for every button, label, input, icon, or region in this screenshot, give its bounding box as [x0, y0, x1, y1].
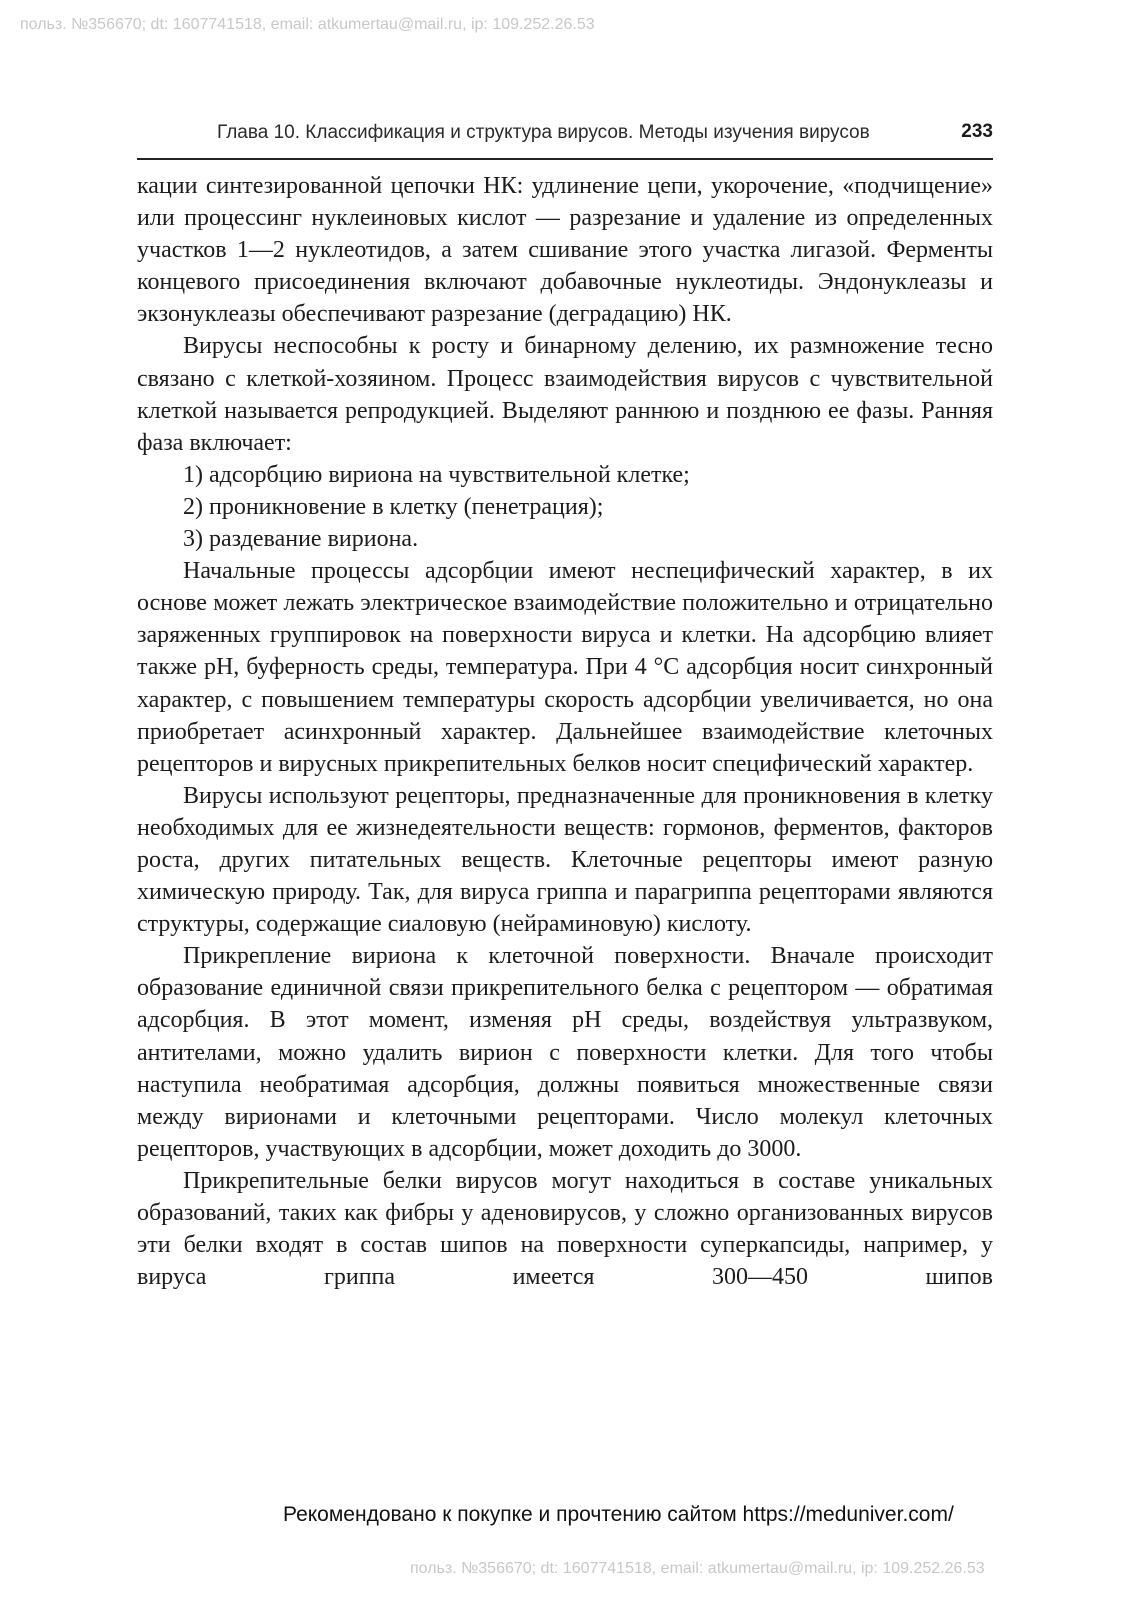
page-number: 233 — [961, 121, 993, 142]
paragraph: кации синтезированной цепочки НК: удлинение цепи, укорочение, «подчищение» или процессинг нуклеиновых кислот — разрезание и удаление из определенных участков 1—2 нуклеотидов, а затем сшивание этого участка лигазой. Ферменты концевого присоединения включают добавочные нуклеотиды. Эндонуклеазы и экзонуклеазы обеспечивают разрезание (деградацию) НК. — [137, 173, 993, 328]
paragraph: Прикрепление вириона к клеточной поверхности. Вначале происходит образование единичной связи прикрепительного белка с рецептором — обратимая адсорбция. В этот момент, изменяя рН среды, воздействуя ультразвуком, антителами, можно удалить вирион с поверхности клетки. Для того чтобы наступила необратимая адсорбция, должны появиться множественные связи между вирионами и клеточными рецепторами. Число молекул клеточных рецепторов, участвующих в адсорбции, может доходить до 3000. — [137, 943, 993, 1162]
footer-recommendation: Рекомендовано к покупке и прочтению сайтом https://meduniver.com/ — [283, 1503, 954, 1526]
list-item: 3) раздевание вириона. — [183, 526, 419, 553]
paragraph: Вирусы неспособны к росту и бинарному делению, их размножение тесно связано с клеткой-хозяином. Процесс взаимодействия вирусов с чувствительной клеткой называется репродукцией. Выделяют раннюю и позднюю ее фазы. Ранняя фаза включает: — [137, 333, 993, 456]
body-text — [137, 170, 993, 1293]
list-item: 2) проникновение в клетку (пенетрация); — [183, 493, 604, 520]
watermark-top: польз. №356670; dt: 1607741518, email: atkumertau@mail.ru, ip: 109.252.26.53 — [20, 16, 595, 33]
paragraph: Вирусы используют рецепторы, предназначенные для проникновения в клетку необходимых для ее жизнедеятельности веществ: гормонов, ферментов, факторов роста, других питательных веществ. Клеточные рецепторы имеют разную химическую природу. Так, для вируса гриппа и парагриппа рецепторами являются структуры, содержащие сиаловую (нейраминовую) кислоту. — [137, 782, 993, 938]
running-title: Глава 10. Классификация и структура вирусов. Методы изучения вирусов — [217, 122, 870, 143]
list-item: 1) адсорбцию вириона на чувствительной клетке; — [183, 461, 690, 488]
paragraph: Начальные процессы адсорбции имеют неспецифический характер, в их основе может лежать электрическое взаимодействие положительно и отрицательно заряженных группировок на поверхности вируса и клетки. На адсорбцию влияет также рН, буферность среды, температура. При 4 °С адсорбция носит синхронный характер, с повышением температуры скорость адсорбции увеличивается, но она приобретает асинхронный характер. Дальнейшее взаимодействие клеточных рецепторов и вирусных прикрепительных белков носит специфический характер. — [137, 558, 993, 777]
paragraph: Прикрепительные белки вирусов могут находиться в составе уникальных образований, таких как фибры у аденовирусов, у сложно организованных вирусов эти белки входят в состав шипов на поверхности суперкапсиды, например, у вируса гриппа имеется 300—450 шипов — [137, 1167, 993, 1291]
page-header — [137, 118, 993, 160]
watermark-bottom: польз. №356670; dt: 1607741518, email: atkumertau@mail.ru, ip: 109.252.26.53 — [410, 1560, 985, 1577]
